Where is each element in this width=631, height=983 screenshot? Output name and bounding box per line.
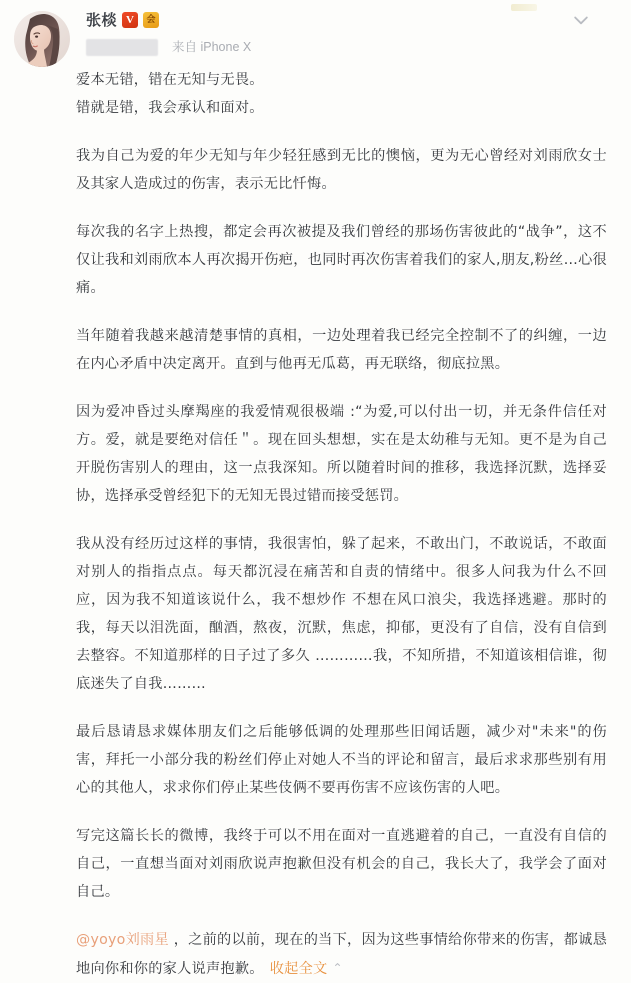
paragraph: 爱本无错，错在无知与无畏。	[76, 72, 264, 88]
name-row	[86, 10, 617, 30]
fan-club-badge-icon[interactable]: 会	[143, 12, 159, 28]
mention-link[interactable]: @yoyo刘雨星	[76, 932, 169, 948]
paragraph: 最后恳请恳求媒体朋友们之后能够低调的处理那些旧闻话题，减少对"未来"的伤害，拜托一小部分我的粉丝们停止对她人不当的评论和留言，最后求求那些别有用心的其他人，求求你们停止某些伎俩不要再伤害不应该伤害的人吧。	[76, 724, 607, 796]
verified-badge-icon[interactable]: V	[122, 12, 138, 28]
paragraph: 当年随着我越来越清楚事情的真相，一边处理着我已经完全控制不了的纠缠，一边在内心矛盾中决定离开。直到与他再无瓜葛，再无联络，彻底拉黑。	[76, 328, 607, 372]
user-name[interactable]: 张棪	[86, 11, 118, 29]
paragraph: 因为爱冲昏过头摩羯座的我爱情观很极端 :“为爱,可以付出一切，并无条件信任对方。爱，就是要绝对信任＂。现在回头想想，实在是太幼稚与无知。更不是为自己开脱伤害别人的理由，这一点我深知。所以随着时间的推移，我选择沉默，选择妥协，选择承受曾经犯下的无知无畏过错而接受惩罚。	[76, 404, 607, 504]
chevron-up-icon[interactable]: ⌃	[332, 961, 343, 975]
redacted-timestamp	[86, 39, 158, 56]
sub-row	[86, 39, 617, 56]
paragraph: 错就是错，我会承认和面对。	[76, 100, 264, 116]
header-text	[86, 10, 617, 56]
final-paragraph-text: ，之前的以前，现在的当下，因为这些事情给你带来的伤害，都诚恳地向你和你的家人说声抱歉。	[76, 932, 608, 977]
paragraph: 每次我的名字上热搜，都定会再次被提及我们曾经的那场伤害彼此的“战争”，这不仅让我和刘雨欣本人再次揭开伤疤，也同时再次伤害着我们的家人,朋友,粉丝…心很痛。	[76, 224, 607, 296]
avatar[interactable]	[14, 11, 70, 67]
paragraph: 我从没有经历过这样的事情，我很害怕，躲了起来，不敢出门，不敢说话，不敢面对别人的指指点点。每天都沉浸在痛苦和自责的情绪中。很多人问我为什么不回应，因为我不知道该说什么，我不想炒作 不想在风口浪尖，我选择逃避。那时的我，每天以泪洗面，酗酒，熬夜，沉默，焦虑，抑郁，更没有了自信，没有自信到去整容。不知道那样的日子过了多久 …………我，不知所措，不知道该相信谁，彻底迷失了自我………	[76, 536, 607, 692]
paragraph: 写完这篇长长的微博，我终于可以不用在面对一直逃避着的自己，一直没有自信的自己，一直想当面对刘雨欣说声抱歉但没有机会的自己，我长大了，我学会了面对自己。	[76, 828, 607, 900]
post-content	[76, 66, 607, 983]
paragraph: 我为自己为爱的年少无知与年少轻狂感到无比的懊恼，更为无心曾经对刘雨欣女士及其家人造成过的伤害，表示无比忏悔。	[76, 148, 607, 192]
post-source: 来自 iPhone X	[172, 40, 252, 54]
paragraph-final	[76, 926, 607, 983]
post-header	[14, 10, 617, 70]
collapse-full-text-link[interactable]: 收起全文	[269, 961, 328, 977]
